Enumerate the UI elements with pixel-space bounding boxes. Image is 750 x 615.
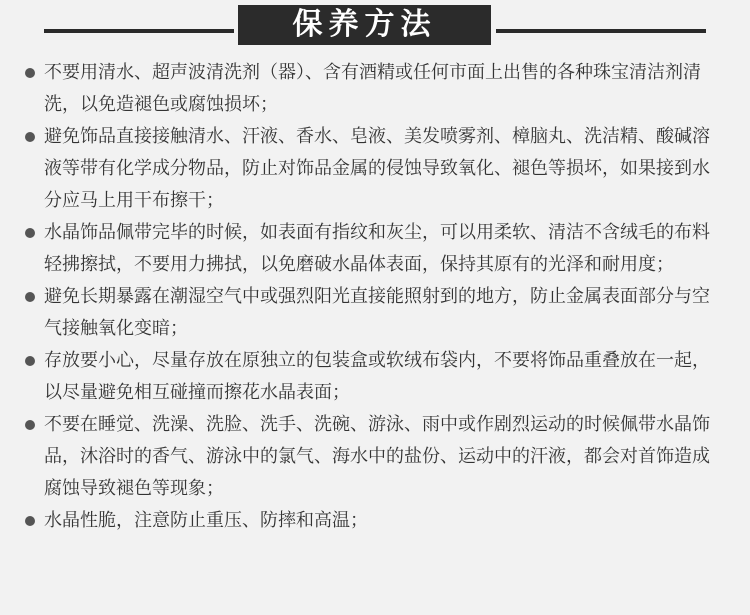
- list-item-text: 避免饰品直接接触清水、汗液、香水、皂液、美发喷雾剂、樟脑丸、洗洁精、酸碱溶液等带有化学成分物品，防止对饰品金属的侵蚀导致氧化、褪色等损坏，如果接到水分应马上用干布擦干；: [44, 126, 710, 211]
- bullet-icon: [25, 356, 35, 366]
- list-item-text: 存放要小心，尽量存放在原独立的包装盒或软绒布袋内，不要将饰品重叠放在一起，以尽量避免相互碰撞而擦花水晶表面；: [44, 350, 710, 403]
- care-instructions-list: [24, 57, 714, 537]
- bullet-icon: [25, 132, 35, 142]
- list-item: [24, 281, 714, 345]
- header-rule-left: [44, 29, 234, 33]
- list-item: [24, 57, 714, 121]
- list-item: [24, 345, 714, 409]
- bullet-icon: [25, 516, 35, 526]
- list-item: [24, 121, 714, 217]
- list-item-text: 水晶性脆，注意防止重压、防摔和高温；: [44, 510, 368, 531]
- list-item-text: 不要在睡觉、洗澡、洗脸、洗手、洗碗、游泳、雨中或作剧烈运动的时候佩带水晶饰品，沐浴时的香气、游泳中的氯气、海水中的盐份、运动中的汗液，都会对首饰造成腐蚀导致褪色等现象；: [44, 414, 710, 499]
- list-item: [24, 217, 714, 281]
- bullet-icon: [25, 228, 35, 238]
- list-item-text: 水晶饰品佩带完毕的时候，如表面有指纹和灰尘，可以用柔软、清洁不含绒毛的布料轻拂擦拭，不要用力拂拭，以免磨破水晶体表面，保持其原有的光泽和耐用度；: [44, 222, 710, 275]
- bullet-icon: [25, 420, 35, 430]
- bullet-icon: [25, 292, 35, 302]
- list-item-text: 避免长期暴露在潮湿空气中或强烈阳光直接能照射到的地方，防止金属表面部分与空气接触氧化变暗；: [44, 286, 710, 339]
- section-title: 保养方法: [238, 5, 491, 45]
- header-rule-right: [496, 29, 706, 33]
- list-item: [24, 505, 714, 537]
- bullet-icon: [25, 68, 35, 78]
- list-item: [24, 409, 714, 505]
- section-header: [0, 5, 750, 45]
- list-item-text: 不要用清水、超声波清洗剂（器）、含有酒精或任何市面上出售的各种珠宝清洁剂清洗，以免造褪色或腐蚀损坏；: [44, 62, 701, 115]
